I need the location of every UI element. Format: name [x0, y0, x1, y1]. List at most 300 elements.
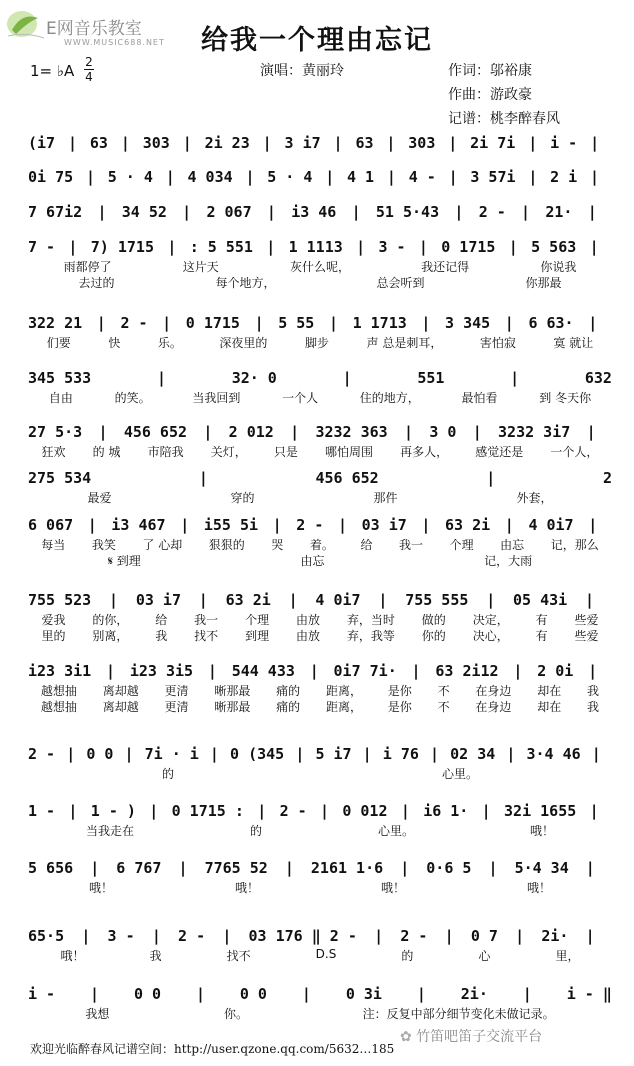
barline: | [149, 802, 159, 820]
lyric-word: 给 [360, 538, 373, 552]
measure: 632 [584, 369, 612, 387]
measure: 2 i [550, 168, 578, 186]
lyric-word: 做的 [421, 613, 446, 627]
measure: 456 652 [123, 423, 188, 441]
lyric-word: 声 总是刺耳， [366, 336, 443, 350]
measure: 0 3i [345, 985, 382, 1003]
barline: | [209, 745, 219, 763]
lyric-word: 的笑。 [114, 391, 151, 405]
measure: i55 5i [203, 516, 259, 534]
lyric-word: 距离， [325, 684, 362, 698]
measure: i - ‖ [566, 985, 612, 1003]
lyric-word: 由放 [295, 613, 320, 627]
lyric-line [28, 822, 612, 838]
measure: 3 - [107, 927, 135, 945]
barline: | [521, 203, 531, 221]
barline: | [588, 314, 598, 332]
barline: | [528, 168, 538, 186]
lyric-word: 狠狠的 [208, 538, 245, 552]
notation-row [28, 236, 612, 258]
measure: 0 (345 [230, 745, 285, 763]
key-signature: 1= ♭A [30, 62, 75, 80]
barline: | [319, 802, 330, 820]
measure: 3·4 46 [526, 745, 581, 763]
barline: | [96, 314, 106, 332]
lyric-line [28, 947, 612, 963]
measure: 0i 75 [28, 168, 74, 186]
measure: 322 21 [28, 314, 83, 332]
barline: | [522, 985, 532, 1003]
lyric-word: 当我回到 [192, 391, 241, 405]
lyric-word: 越想抽 [40, 700, 77, 714]
barline: | [222, 927, 232, 945]
measure: 544 433 [231, 662, 295, 680]
barline: | [444, 927, 454, 945]
lyric-word: 到理 [245, 629, 270, 643]
lyric-word: 离却越 [102, 684, 139, 698]
measure: 05 43i [513, 591, 568, 609]
barline: | [195, 985, 205, 1003]
lyric-word: 我 [587, 684, 600, 698]
lyric-word: 的 [401, 949, 414, 963]
lyric-word: 弃，我等 [346, 629, 395, 643]
lyric-line [28, 443, 612, 459]
barline: | [262, 134, 272, 152]
barline: | [362, 745, 372, 763]
notation-row [28, 514, 612, 536]
barline: | [288, 591, 298, 609]
lyric-word: 关灯， [210, 445, 247, 459]
barline: | [245, 168, 255, 186]
barline: | [98, 423, 108, 441]
lyric-word: 总会听到 [376, 276, 425, 290]
lyric-word: 心里。 [441, 767, 478, 781]
meter-bottom: 4 [85, 70, 93, 84]
lyric-word: 些爱 [574, 613, 599, 627]
lyric-word: 着。 [309, 538, 334, 552]
measure: 5 656 [28, 859, 74, 877]
lyric-word: 却在 [537, 684, 562, 698]
measure: 2 [602, 469, 612, 487]
lyric-word: 是你 [387, 700, 412, 714]
lyric-word: 最怕看 [461, 391, 498, 405]
barline: | [588, 662, 598, 680]
measure: 3 - [378, 238, 406, 256]
transcriber: 记谱：桃李醉春风 [448, 111, 560, 127]
lyric-word: 晰那最 [214, 684, 251, 698]
lyric-line [28, 1005, 612, 1021]
measure: 3 345 [445, 314, 491, 332]
measure: 63 2i12 [435, 662, 499, 680]
lyric-word: 乐。 [157, 336, 182, 350]
measure: 0i7 7i· [333, 662, 397, 680]
notation-row [28, 201, 612, 223]
meter-top: 2 [85, 55, 93, 69]
lyric-word: 最爱 [87, 491, 112, 505]
barline: | [272, 516, 282, 534]
measure: 0 1715 : [171, 802, 244, 820]
lyric-line [28, 611, 612, 627]
measure: 2161 1·6 [310, 859, 384, 877]
lyric-word: 快 [108, 336, 121, 350]
lyric-word: 𝄋 到理 [107, 554, 141, 568]
barline: | [589, 802, 599, 820]
wechat-icon: ✿ [400, 1029, 417, 1045]
lyric-word: 记，大雨 [484, 554, 533, 568]
lyricist: 作词：邬裕康 [448, 63, 532, 79]
measure: 65·5 [28, 927, 65, 945]
notation-row [28, 166, 612, 188]
lyric-word: 外套， [516, 491, 553, 505]
barline: | [178, 859, 188, 877]
barline: | [416, 985, 426, 1003]
lyric-word: 我笑 [91, 538, 116, 552]
lyric-word: 自由 [48, 391, 73, 405]
barline: | [585, 859, 595, 877]
barline: | [301, 985, 311, 1003]
measure: 2 - [120, 314, 148, 332]
lyric-word: 雨都停了 [63, 260, 112, 274]
lyric-word: 脚步 [304, 336, 329, 350]
measure: 275 534 [28, 469, 92, 487]
lyric-word: 哦！ [234, 881, 259, 895]
lyric-line-second-verse [28, 698, 612, 714]
measure: 551 [417, 369, 445, 387]
notation-row [28, 743, 612, 765]
measure: 21· [545, 203, 573, 221]
measure: 5 · 4 [107, 168, 153, 186]
lyric-word: 这片天 [182, 260, 219, 274]
barline: | [591, 745, 601, 763]
measure: i23 3i1 [28, 662, 92, 680]
barline: | [342, 369, 352, 387]
notation-row [28, 132, 612, 154]
barline: | [472, 423, 482, 441]
measure: 03 i7 [135, 591, 181, 609]
barline: | [418, 238, 428, 256]
barline: | [448, 134, 458, 152]
lyric-word: 灰什么呢， [289, 260, 350, 274]
lyric-word: 一个人， [550, 445, 599, 459]
measure: 32· 0 [231, 369, 277, 387]
notation-row [28, 589, 612, 611]
barline: | [81, 927, 91, 945]
measure: 34 52 [121, 203, 167, 221]
lyric-word: 哦！ [60, 949, 85, 963]
barline: | [328, 314, 338, 332]
barline: | [585, 927, 595, 945]
lyric-word: 决定， [472, 613, 509, 627]
measure: 3 i7 [284, 134, 321, 152]
lyric-word: 晰那最 [214, 700, 251, 714]
barline: | [156, 369, 166, 387]
measure: 3232 363 [315, 423, 388, 441]
lyric-word: 我 [155, 629, 168, 643]
barline: | [180, 516, 190, 534]
barline: | [515, 927, 525, 945]
measure: 2 0i [537, 662, 574, 680]
lyric-line [28, 765, 612, 781]
measure: 0·6 5 [426, 859, 472, 877]
lyric-line [28, 389, 612, 405]
measure: 6 63· [528, 314, 574, 332]
lyric-word: D.S [315, 947, 337, 961]
barline: | [165, 168, 175, 186]
lyric-word: 到 冬天你 [539, 391, 592, 405]
barline: | [290, 423, 300, 441]
barline: | [68, 238, 78, 256]
barline: | [162, 314, 172, 332]
measure: i6 1· [423, 802, 469, 820]
barline: | [67, 134, 77, 152]
barline: | [421, 516, 431, 534]
lyric-line-second-verse [28, 552, 612, 568]
lyric-word: 你说我 [540, 260, 577, 274]
lyric-word: 你那最 [525, 276, 562, 290]
lyric-word: 的你， [92, 613, 129, 627]
measure: 0 1715 [185, 314, 240, 332]
barline: | [586, 423, 596, 441]
lyric-line-second-verse [28, 274, 612, 290]
barline: | [257, 802, 267, 820]
measure: 0 012 [342, 802, 388, 820]
measure: 3 0 [429, 423, 457, 441]
lyric-word: 心里。 [377, 824, 414, 838]
measure: (i7 [28, 134, 56, 152]
lyric-word: 狂欢 [41, 445, 66, 459]
measure: : 5 551 [189, 238, 253, 256]
barline: | [528, 134, 538, 152]
lyric-word: 找不 [194, 629, 219, 643]
barline: | [295, 745, 305, 763]
barline: | [374, 927, 384, 945]
measure: 5 · 4 [267, 168, 313, 186]
lyric-word: 我想 [85, 1007, 110, 1021]
lyric-word: 害怕寂 [479, 336, 516, 350]
measure: 5 i7 [315, 745, 352, 763]
measure: 02 34 [450, 745, 496, 763]
lyric-word: 不 [437, 700, 450, 714]
barline: | [411, 662, 421, 680]
barline: | [588, 516, 598, 534]
barline: | [254, 314, 264, 332]
measure: 51 5·43 [375, 203, 440, 221]
barline: | [585, 591, 595, 609]
measure: 4 034 [187, 168, 233, 186]
measure: 1 1113 [288, 238, 343, 256]
barline: | [97, 203, 107, 221]
measure: 63 [355, 134, 374, 152]
lyric-word: 每个地方， [215, 276, 276, 290]
lyric-word: 给 [155, 613, 168, 627]
lyric-word: 你。 [223, 1007, 248, 1021]
notation-row [28, 367, 612, 389]
watermark-text: 竹笛吧笛子交流平台 [416, 1029, 543, 1045]
measure: i3 46 [291, 203, 337, 221]
barline: | [198, 591, 208, 609]
notation-row [28, 660, 612, 682]
notation-row [28, 857, 612, 879]
lyric-word: 不 [437, 684, 450, 698]
measure: 7765 52 [204, 859, 268, 877]
barline: | [587, 203, 597, 221]
barline: | [421, 314, 431, 332]
lyric-word: 哪怕周围 [324, 445, 373, 459]
barline: | [356, 238, 366, 256]
lyric-word: 记，那么 [550, 538, 599, 552]
measure: 2 - [279, 802, 307, 820]
measure: 0 0 [86, 745, 114, 763]
barline: | [309, 662, 319, 680]
lyric-word: 的 城 [92, 445, 121, 459]
barline: | [85, 168, 95, 186]
measure: 2 - [296, 516, 324, 534]
measure: 6 767 [116, 859, 162, 877]
barline: | [486, 469, 496, 487]
measure: 456 652 [315, 469, 379, 487]
measure: 63 2i [445, 516, 491, 534]
measure: 03 i7 [361, 516, 407, 534]
notation-row [28, 800, 612, 822]
barline: | [386, 168, 396, 186]
logo-url: WWW.MUSIC688.NET [64, 38, 165, 47]
lyric-word: 离却越 [102, 700, 139, 714]
measure: 6 067 [28, 516, 74, 534]
lyric-word: 的 [161, 767, 174, 781]
lyric-word: 更清 [164, 684, 189, 698]
notation-row [28, 467, 612, 489]
barline: | [504, 314, 514, 332]
barline: | [207, 662, 217, 680]
barline: | [266, 238, 276, 256]
lyric-word: 些爱 [574, 629, 599, 643]
barline: | [513, 662, 523, 680]
lyric-word: 里， [555, 949, 580, 963]
lyric-word: 在身边 [475, 684, 512, 698]
measure: 0 0 [239, 985, 267, 1003]
lyric-word: 了 心却 [142, 538, 183, 552]
measure: 5 563 [531, 238, 577, 256]
lyric-word: 我 [587, 700, 600, 714]
lyric-word: 心 [478, 949, 491, 963]
measure: 5·4 34 [514, 859, 569, 877]
lyric-word: 再多人， [400, 445, 449, 459]
lyric-word: 距离， [325, 700, 362, 714]
lyric-line [28, 682, 612, 698]
lyric-word: 弃，当时 [346, 613, 395, 627]
lyric-word: 你的 [421, 629, 446, 643]
lyric-word: 当我走在 [85, 824, 134, 838]
lyric-word: 由忘 [500, 538, 525, 552]
barline: | [266, 203, 276, 221]
barline: | [151, 927, 161, 945]
measure: 0 7 [470, 927, 498, 945]
measure: i 76 [382, 745, 419, 763]
lyric-word: 里的 [41, 629, 66, 643]
measure: 303 [142, 134, 170, 152]
lyric-word: 越想抽 [40, 684, 77, 698]
barline: | [510, 369, 520, 387]
measure: 27 5·3 [28, 423, 83, 441]
lyric-line [28, 489, 612, 505]
barline: | [106, 662, 116, 680]
barline: | [109, 591, 119, 609]
lyric-word: 是你 [387, 684, 412, 698]
barline: | [87, 516, 97, 534]
barline: | [284, 859, 294, 877]
logo-text: E网音乐教室 [46, 19, 142, 39]
barline: | [378, 591, 388, 609]
barline: | [333, 134, 343, 152]
lyric-word: 感觉还是 [475, 445, 524, 459]
measure: 345 533 [28, 369, 92, 387]
lyric-line [28, 536, 612, 552]
barline: | [351, 203, 361, 221]
lyric-word: 痛的 [276, 700, 301, 714]
lyric-word: 更清 [164, 700, 189, 714]
lyric-word: 我还记得 [421, 260, 470, 274]
measure: i23 3i5 [129, 662, 194, 680]
measure: 4 0i7 [528, 516, 574, 534]
footer-note: 欢迎光临醉春风记谱空间：http://user.qzone.qq.com/5632…185 [30, 1042, 395, 1056]
measure: 2 - [400, 927, 428, 945]
measure: 5 55 [278, 314, 315, 332]
lyric-word: 每当 [41, 538, 66, 552]
measure: 0 0 [133, 985, 162, 1003]
lyric-word: 哦！ [526, 881, 551, 895]
lyric-word: 注：反复中部分细节变化未做记录。 [362, 1007, 555, 1021]
lyric-word: 市陪我 [147, 445, 184, 459]
lyric-word: 哦！ [380, 881, 405, 895]
barline: | [403, 423, 414, 441]
barline: | [120, 134, 130, 152]
composer: 作曲：游政豪 [448, 87, 532, 103]
lyric-line-second-verse [28, 627, 612, 643]
barline: | [590, 134, 600, 152]
barline: | [203, 423, 213, 441]
measure: 4 - [408, 168, 436, 186]
measure: 2 - [478, 203, 506, 221]
measure: 7) 1715 [90, 238, 154, 256]
lyric-word: 哦！ [88, 881, 113, 895]
singer: 演唱：黄丽玲 [260, 63, 344, 79]
measure: 2 012 [228, 423, 274, 441]
barline: | [506, 745, 516, 763]
lyric-word: 找不 [226, 949, 251, 963]
measure: 1 - [28, 802, 56, 820]
barline: | [590, 168, 600, 186]
measure: 2i· [541, 927, 569, 945]
measure: 2 - [178, 927, 206, 945]
barline: | [504, 516, 514, 534]
barline: | [182, 134, 192, 152]
measure: 7 67i2 [28, 203, 83, 221]
lyric-word: 有 [535, 629, 548, 643]
measure: 7 - [28, 238, 56, 256]
lyric-word: 哭 [271, 538, 284, 552]
barline: | [400, 802, 410, 820]
lyric-word: 只是 [273, 445, 298, 459]
lyric-word: 痛的 [276, 684, 301, 698]
lyric-word: 却在 [537, 700, 562, 714]
notation-row [28, 983, 612, 1005]
lyric-word: 由放 [295, 629, 320, 643]
lyric-word: 深夜里的 [219, 336, 268, 350]
measure: 2 - [28, 745, 56, 763]
measure: 2i 23 [204, 134, 250, 152]
watermark [400, 1026, 542, 1046]
lyric-word: 的 [249, 824, 262, 838]
